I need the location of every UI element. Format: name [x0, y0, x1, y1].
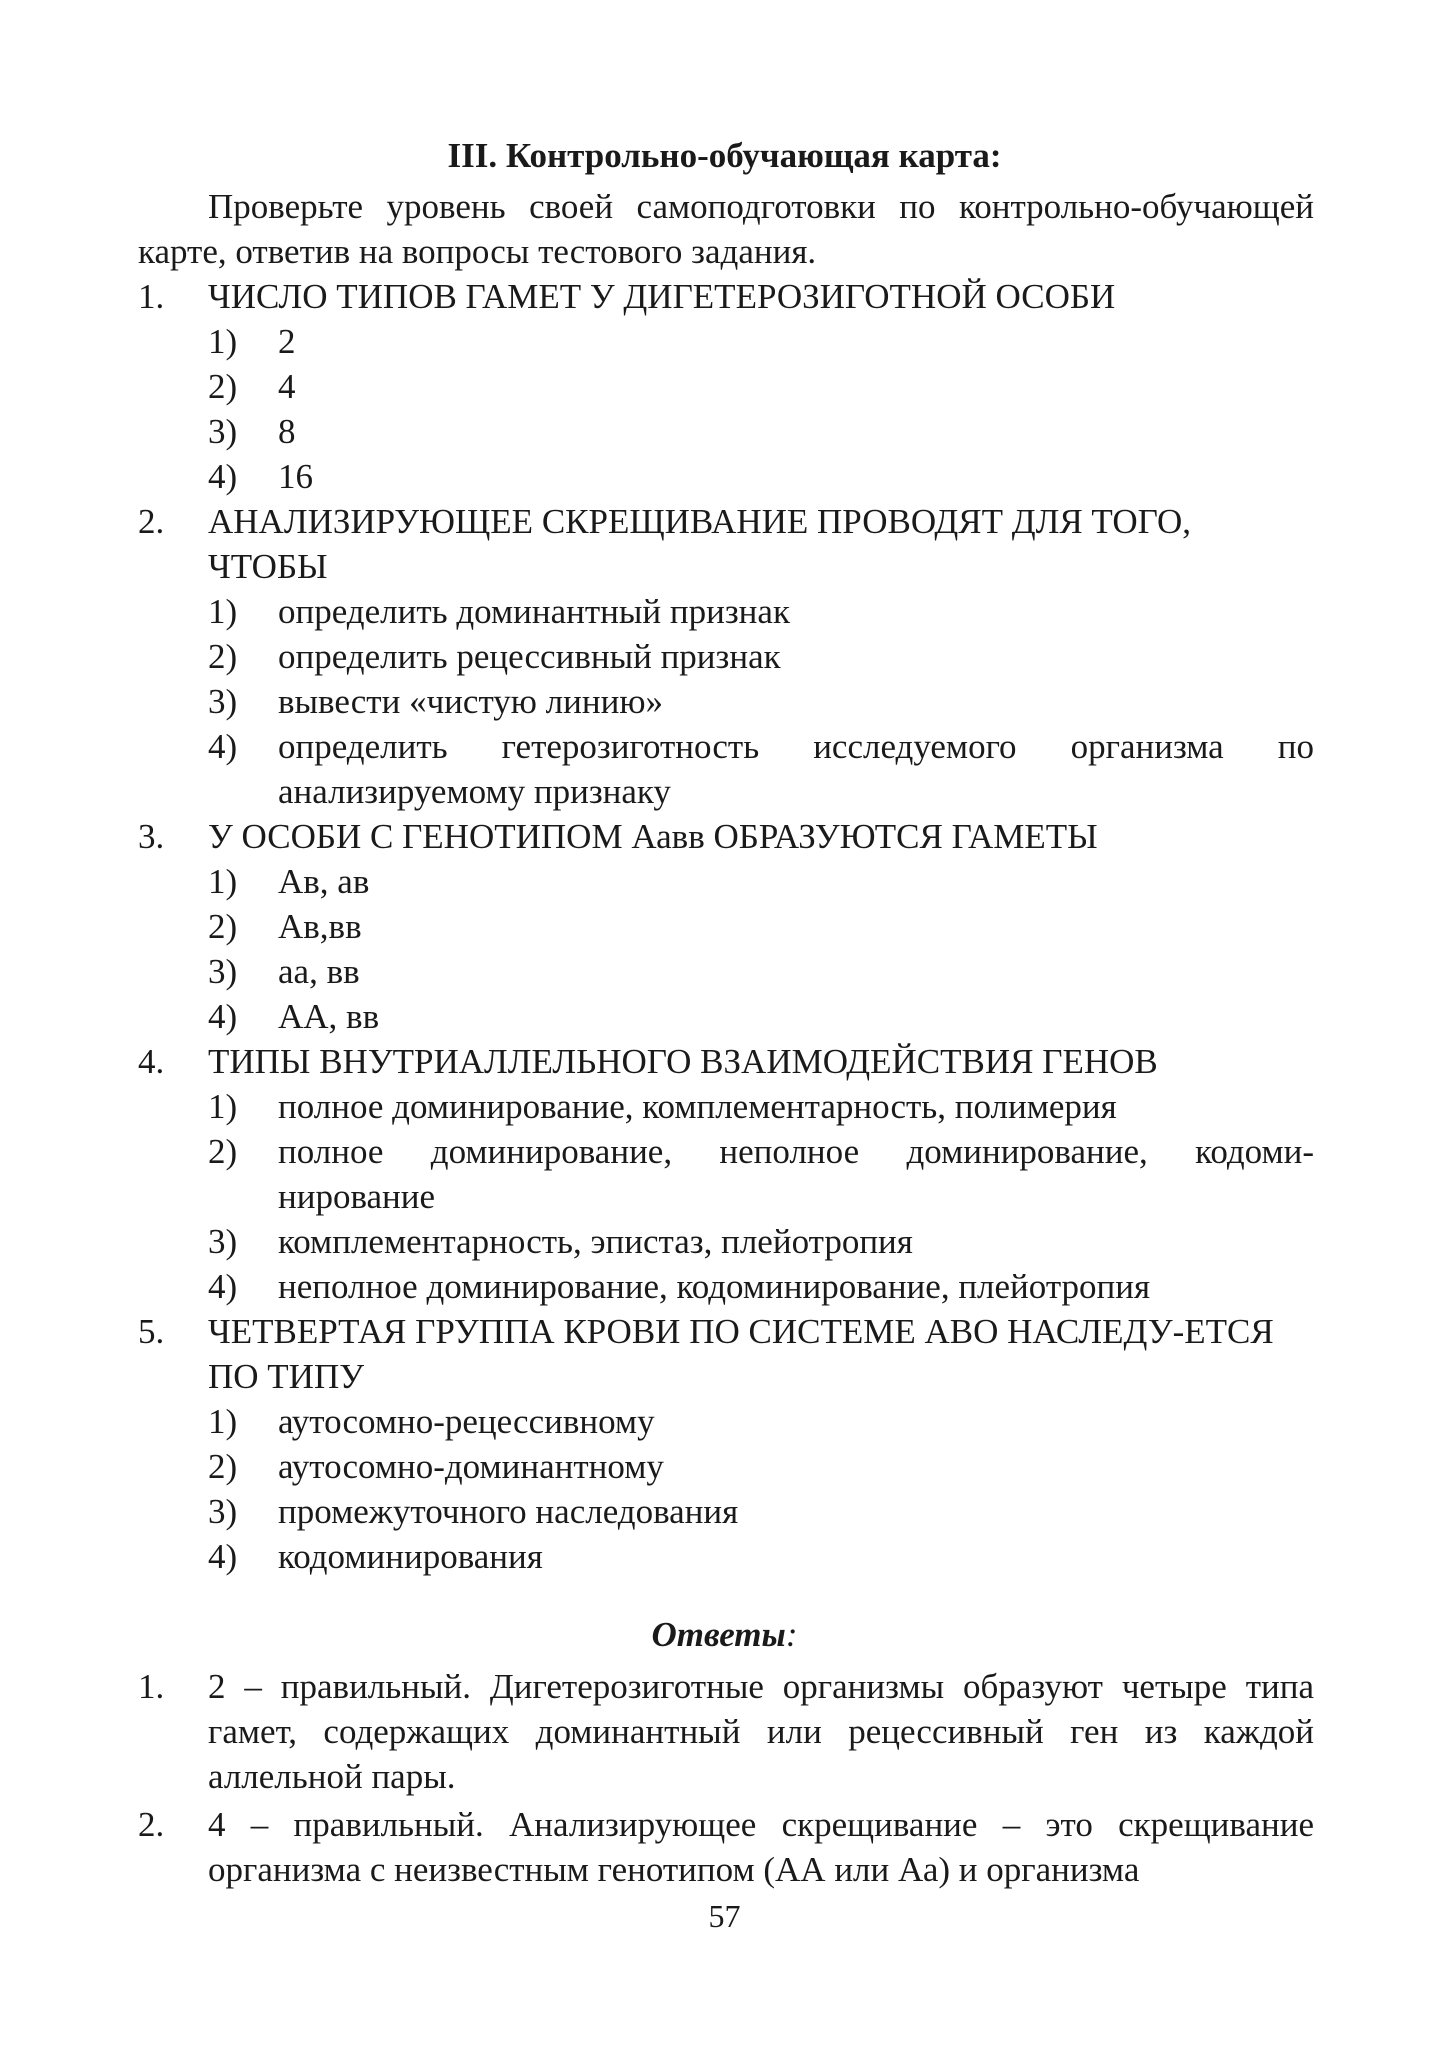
- answers-heading-text: Ответы: [651, 1615, 786, 1654]
- option-number: 3): [208, 1492, 238, 1531]
- intro-paragraph: Проверьте уровень своей самоподготовки по контрольно-обучающей карте, ответив на вопросы тестового задания.: [138, 187, 1314, 271]
- option-text: Ав, ав: [278, 862, 370, 901]
- option-text: определить рецессивный признак: [278, 637, 781, 676]
- option-number: 4): [208, 997, 238, 1036]
- answers-heading: [0, 1614, 1449, 1656]
- section-title: III. Контрольно-обучающая карта:: [447, 136, 1002, 175]
- question-number: 4.: [138, 1042, 165, 1081]
- option-text: вывести «чистую линию»: [278, 682, 663, 721]
- question-number: 5.: [138, 1312, 165, 1351]
- question-text: АНАЛИЗИРУЮЩЕЕ СКРЕЩИВАНИЕ ПРОВОДЯТ ДЛЯ ТОГО, ЧТОБЫ: [208, 502, 1191, 586]
- option-number: 3): [208, 412, 238, 451]
- option-number: 4): [208, 727, 238, 766]
- answer-number: 2.: [138, 1805, 165, 1844]
- option-number: 4): [208, 1537, 238, 1576]
- option-number: 1): [208, 862, 238, 901]
- answer-number: 1.: [138, 1667, 165, 1706]
- option-text: комплементарность, эпистаз, плейотропия: [278, 1222, 913, 1261]
- option-text: аутосомно-рецессивному: [278, 1402, 655, 1441]
- question-number: 2.: [138, 502, 165, 541]
- option-number: 3): [208, 1222, 238, 1261]
- answer-text: 4 – правильный. Анализирующее скрещивание – это скрещивание организма с неизвестным генотипом (АА или Аа) и организма: [208, 1805, 1314, 1889]
- question-text: ЧЕТВЕРТАЯ ГРУППА КРОВИ ПО СИСТЕМЕ АВО НАСЛЕДУ-ЕТСЯ ПО ТИПУ: [208, 1312, 1274, 1396]
- option-text: Ав,вв: [278, 907, 362, 946]
- page-number: 57: [708, 1898, 741, 1934]
- option-number: 1): [208, 322, 238, 361]
- option-text: кодоминирования: [278, 1537, 543, 1576]
- option-number: 2): [208, 1447, 238, 1486]
- option-text: аутосомно-доминантному: [278, 1447, 664, 1486]
- option-text: 4: [278, 367, 296, 406]
- option-text: определить доминантный признак: [278, 592, 790, 631]
- option-text: неполное доминирование, кодоминирование, плейотропия: [278, 1267, 1151, 1306]
- option-text: полное доминирование, неполное доминирование, кодоми-нирование: [278, 1132, 1314, 1216]
- question-number: 1.: [138, 277, 165, 316]
- option-text: полное доминирование, комплементарность, полимерия: [278, 1087, 1117, 1126]
- option-number: 2): [208, 367, 238, 406]
- option-text: 2: [278, 322, 296, 361]
- option-number: 4): [208, 457, 238, 496]
- option-number: 1): [208, 592, 238, 631]
- answer-text: 2 – правильный. Дигетерозиготные организмы образуют четыре типа гамет, содержащих доминантный или рецессивный ген из каждой аллельной пары.: [208, 1667, 1314, 1796]
- question-text: ЧИСЛО ТИПОВ ГАМЕТ У ДИГЕТЕРОЗИГОТНОЙ ОСОБИ: [208, 277, 1116, 316]
- option-text: 8: [278, 412, 296, 451]
- option-text: АА, вв: [278, 997, 380, 1036]
- option-text: промежуточного наследования: [278, 1492, 739, 1531]
- option-number: 1): [208, 1402, 238, 1441]
- option-number: 3): [208, 682, 238, 721]
- answers-heading-colon: :: [785, 1615, 798, 1654]
- option-number: 2): [208, 1132, 238, 1171]
- option-number: 4): [208, 1267, 238, 1306]
- option-number: 1): [208, 1087, 238, 1126]
- question-number: 3.: [138, 817, 165, 856]
- option-text: 16: [278, 457, 313, 496]
- question-text: ТИПЫ ВНУТРИАЛЛЕЛЬНОГО ВЗАИМОДЕЙСТВИЯ ГЕНОВ: [208, 1042, 1158, 1081]
- option-text: аа, вв: [278, 952, 360, 991]
- question-text: У ОСОБИ С ГЕНОТИПОМ Аавв ОБРАЗУЮТСЯ ГАМЕТЫ: [208, 817, 1098, 856]
- option-number: 3): [208, 952, 238, 991]
- option-number: 2): [208, 637, 238, 676]
- option-number: 2): [208, 907, 238, 946]
- option-text: определить гетерозиготность исследуемого организма по анализируемому признаку: [278, 727, 1314, 811]
